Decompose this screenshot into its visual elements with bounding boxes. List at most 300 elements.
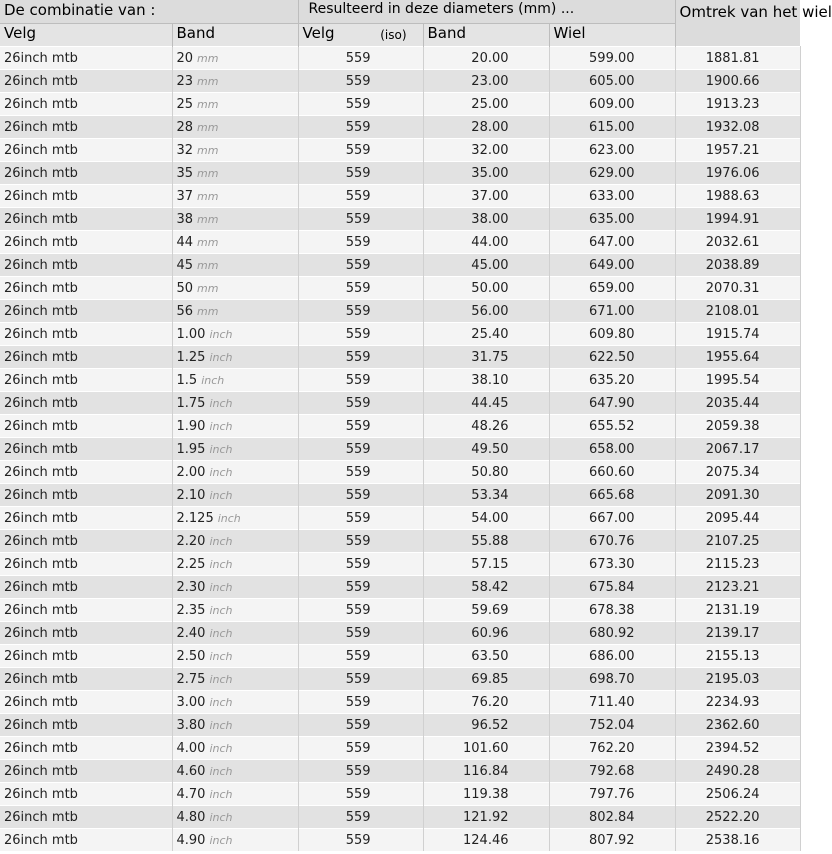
table-row [0, 162, 800, 185]
cell-band-value: 1.95 [176, 441, 206, 457]
cell-band-value: 2.30 [176, 579, 206, 595]
cell-omtrek: 2035.44 [675, 392, 800, 415]
cell-wiel: 649.00 [549, 254, 675, 277]
cell-band-value: 23 [176, 73, 194, 89]
table-row [0, 806, 800, 829]
cell-band [172, 392, 298, 415]
cell-wiel: 665.68 [549, 484, 675, 507]
cell-wiel: 678.38 [549, 599, 675, 622]
table-row [0, 231, 800, 254]
cell-omtrek: 2155.13 [675, 645, 800, 668]
cell-band [172, 162, 298, 185]
cell-band-unit: inch [209, 718, 233, 732]
cell-band [172, 323, 298, 346]
cell-band [172, 47, 298, 70]
cell-omtrek: 2522.20 [675, 806, 800, 829]
cell-band-unit: inch [209, 764, 233, 778]
cell-velg-iso: 559 [298, 461, 423, 484]
cell-band-value: 1.25 [176, 349, 206, 365]
cell-velg: 26inch mtb [0, 300, 172, 323]
cell-wiel: 671.00 [549, 300, 675, 323]
cell-band [172, 691, 298, 714]
cell-wiel: 675.84 [549, 576, 675, 599]
cell-band-unit: inch [209, 649, 233, 663]
cell-band-value: 4.90 [176, 832, 206, 848]
cell-band-mm: 50.80 [423, 461, 549, 484]
cell-band-value: 56 [176, 303, 194, 319]
cell-velg-iso: 559 [298, 622, 423, 645]
cell-omtrek: 2123.21 [675, 576, 800, 599]
cell-band-value: 2.40 [176, 625, 206, 641]
cell-band-unit: inch [209, 626, 233, 640]
cell-omtrek: 2234.93 [675, 691, 800, 714]
cell-band [172, 254, 298, 277]
cell-band-mm: 25.40 [423, 323, 549, 346]
cell-wiel: 647.90 [549, 392, 675, 415]
cell-band-unit: mm [197, 74, 219, 88]
cell-velg: 26inch mtb [0, 691, 172, 714]
cell-velg: 26inch mtb [0, 277, 172, 300]
cell-band-unit: inch [209, 327, 233, 341]
cell-band [172, 461, 298, 484]
cell-wiel: 673.30 [549, 553, 675, 576]
cell-band-unit: inch [209, 787, 233, 801]
cell-velg: 26inch mtb [0, 369, 172, 392]
table-row [0, 691, 800, 714]
cell-velg: 26inch mtb [0, 231, 172, 254]
cell-wiel: 680.92 [549, 622, 675, 645]
cell-velg-iso: 559 [298, 760, 423, 783]
cell-velg-iso: 559 [298, 139, 423, 162]
cell-wiel: 605.00 [549, 70, 675, 93]
cell-band-unit: inch [209, 741, 233, 755]
cell-velg: 26inch mtb [0, 208, 172, 231]
cell-band [172, 553, 298, 576]
cell-wiel: 633.00 [549, 185, 675, 208]
cell-wiel: 609.00 [549, 93, 675, 116]
cell-wiel: 655.52 [549, 415, 675, 438]
cell-omtrek: 2032.61 [675, 231, 800, 254]
table-row [0, 116, 800, 139]
cell-band [172, 576, 298, 599]
cell-band-value: 2.10 [176, 487, 206, 503]
header-band-mm: Band [423, 24, 549, 47]
cell-velg-iso: 559 [298, 208, 423, 231]
cell-velg-iso: 559 [298, 829, 423, 852]
cell-wiel: 792.68 [549, 760, 675, 783]
cell-band-value: 4.60 [176, 763, 206, 779]
cell-velg: 26inch mtb [0, 576, 172, 599]
cell-velg: 26inch mtb [0, 185, 172, 208]
header-velg: Velg [0, 24, 172, 47]
cell-wiel: 797.76 [549, 783, 675, 806]
cell-band-mm: 35.00 [423, 162, 549, 185]
table-row [0, 668, 800, 691]
cell-velg-iso: 559 [298, 507, 423, 530]
cell-omtrek: 1881.81 [675, 47, 800, 70]
cell-band-unit: inch [209, 488, 233, 502]
cell-band [172, 806, 298, 829]
cell-band-mm: 69.85 [423, 668, 549, 691]
cell-band [172, 737, 298, 760]
cell-velg-iso: 559 [298, 530, 423, 553]
cell-velg-iso: 559 [298, 806, 423, 829]
cell-velg: 26inch mtb [0, 599, 172, 622]
table-row [0, 185, 800, 208]
cell-band-mm: 57.15 [423, 553, 549, 576]
table-row [0, 760, 800, 783]
cell-velg-iso: 559 [298, 300, 423, 323]
cell-band [172, 438, 298, 461]
cell-band-mm: 54.00 [423, 507, 549, 530]
cell-velg: 26inch mtb [0, 622, 172, 645]
cell-omtrek: 2131.19 [675, 599, 800, 622]
cell-velg-iso: 559 [298, 277, 423, 300]
cell-band-mm: 48.26 [423, 415, 549, 438]
cell-omtrek: 2091.30 [675, 484, 800, 507]
cell-wiel: 660.60 [549, 461, 675, 484]
cell-wiel: 622.50 [549, 346, 675, 369]
cell-band [172, 300, 298, 323]
table-row [0, 553, 800, 576]
cell-band-value: 2.00 [176, 464, 206, 480]
table-row [0, 737, 800, 760]
cell-omtrek: 2070.31 [675, 277, 800, 300]
cell-omtrek: 2038.89 [675, 254, 800, 277]
cell-band [172, 93, 298, 116]
cell-band-mm: 49.50 [423, 438, 549, 461]
cell-band-value: 28 [176, 119, 194, 135]
cell-velg: 26inch mtb [0, 461, 172, 484]
cell-band [172, 714, 298, 737]
cell-velg: 26inch mtb [0, 645, 172, 668]
cell-omtrek: 2394.52 [675, 737, 800, 760]
cell-band-value: 1.5 [176, 372, 198, 388]
cell-band-value: 4.00 [176, 740, 206, 756]
cell-velg: 26inch mtb [0, 392, 172, 415]
cell-band-value: 1.00 [176, 326, 206, 342]
cell-omtrek: 2195.03 [675, 668, 800, 691]
table-row [0, 346, 800, 369]
cell-omtrek: 2115.23 [675, 553, 800, 576]
cell-band [172, 668, 298, 691]
cell-band-value: 37 [176, 188, 194, 204]
cell-velg-iso: 559 [298, 47, 423, 70]
cell-band-unit: mm [197, 51, 219, 65]
table-row [0, 300, 800, 323]
table-row [0, 392, 800, 415]
cell-band [172, 185, 298, 208]
cell-band-mm: 96.52 [423, 714, 549, 737]
cell-band-mm: 20.00 [423, 47, 549, 70]
cell-wiel: 658.00 [549, 438, 675, 461]
table-body [0, 47, 800, 852]
cell-wiel: 635.20 [549, 369, 675, 392]
cell-band-value: 20 [176, 50, 194, 66]
cell-band-value: 50 [176, 280, 194, 296]
cell-velg-iso: 559 [298, 599, 423, 622]
cell-omtrek: 1976.06 [675, 162, 800, 185]
cell-band-unit: inch [209, 695, 233, 709]
cell-band [172, 277, 298, 300]
cell-velg-iso: 559 [298, 737, 423, 760]
cell-wiel: 762.20 [549, 737, 675, 760]
cell-velg: 26inch mtb [0, 346, 172, 369]
cell-band [172, 70, 298, 93]
cell-velg-iso: 559 [298, 576, 423, 599]
cell-band-mm: 119.38 [423, 783, 549, 806]
cell-band-value: 2.35 [176, 602, 206, 618]
cell-velg: 26inch mtb [0, 530, 172, 553]
cell-band-mm: 116.84 [423, 760, 549, 783]
cell-velg: 26inch mtb [0, 484, 172, 507]
cell-omtrek: 1955.64 [675, 346, 800, 369]
table-row [0, 139, 800, 162]
table-row [0, 645, 800, 668]
cell-wiel: 615.00 [549, 116, 675, 139]
cell-omtrek: 1913.23 [675, 93, 800, 116]
cell-band [172, 231, 298, 254]
cell-velg-iso: 559 [298, 369, 423, 392]
cell-band-unit: inch [209, 350, 233, 364]
cell-omtrek: 1932.08 [675, 116, 800, 139]
cell-band-mm: 25.00 [423, 93, 549, 116]
table-row [0, 277, 800, 300]
cell-wiel: 659.00 [549, 277, 675, 300]
cell-band-mm: 38.10 [423, 369, 549, 392]
cell-wiel: 686.00 [549, 645, 675, 668]
cell-band-unit: inch [209, 534, 233, 548]
cell-band-unit: mm [197, 212, 219, 226]
table-row [0, 461, 800, 484]
cell-velg: 26inch mtb [0, 806, 172, 829]
cell-velg-iso: 559 [298, 783, 423, 806]
cell-band [172, 139, 298, 162]
cell-velg: 26inch mtb [0, 70, 172, 93]
cell-band-unit: inch [209, 396, 233, 410]
cell-velg-iso: 559 [298, 70, 423, 93]
cell-omtrek: 1915.74 [675, 323, 800, 346]
cell-band-value: 44 [176, 234, 194, 250]
cell-wiel: 670.76 [549, 530, 675, 553]
cell-band-unit: inch [209, 442, 233, 456]
cell-band-mm: 44.45 [423, 392, 549, 415]
cell-band-mm: 23.00 [423, 70, 549, 93]
cell-band-value: 2.125 [176, 510, 214, 526]
cell-velg-iso: 559 [298, 668, 423, 691]
cell-band-mm: 101.60 [423, 737, 549, 760]
cell-velg-iso: 559 [298, 645, 423, 668]
cell-velg-iso: 559 [298, 231, 423, 254]
cell-wiel: 711.40 [549, 691, 675, 714]
cell-band-value: 1.90 [176, 418, 206, 434]
cell-velg-iso: 559 [298, 116, 423, 139]
cell-wiel: 623.00 [549, 139, 675, 162]
cell-wiel: 667.00 [549, 507, 675, 530]
cell-velg-iso: 559 [298, 415, 423, 438]
cell-band-unit: inch [209, 557, 233, 571]
header-wiel: Wiel [549, 24, 675, 47]
cell-band-unit: mm [197, 281, 219, 295]
cell-band [172, 507, 298, 530]
table-row [0, 714, 800, 737]
cell-velg: 26inch mtb [0, 116, 172, 139]
cell-band-unit: mm [197, 235, 219, 249]
cell-velg-iso: 559 [298, 438, 423, 461]
cell-band-unit: inch [209, 833, 233, 847]
table-row [0, 530, 800, 553]
cell-velg: 26inch mtb [0, 254, 172, 277]
cell-band-mm: 44.00 [423, 231, 549, 254]
cell-band-value: 2.50 [176, 648, 206, 664]
cell-velg: 26inch mtb [0, 507, 172, 530]
cell-band-mm: 55.88 [423, 530, 549, 553]
cell-velg-iso: 559 [298, 93, 423, 116]
table-row [0, 70, 800, 93]
cell-band-mm: 58.42 [423, 576, 549, 599]
cell-band-value: 2.75 [176, 671, 206, 687]
cell-velg: 26inch mtb [0, 760, 172, 783]
cell-wiel: 807.92 [549, 829, 675, 852]
cell-band-unit: mm [197, 97, 219, 111]
table-row [0, 507, 800, 530]
cell-band [172, 116, 298, 139]
cell-omtrek: 2506.24 [675, 783, 800, 806]
cell-wiel: 647.00 [549, 231, 675, 254]
cell-band-value: 35 [176, 165, 194, 181]
header-circumference: Omtrek van het wiel [675, 0, 800, 47]
cell-band-mm: 121.92 [423, 806, 549, 829]
cell-band-mm: 31.75 [423, 346, 549, 369]
cell-velg: 26inch mtb [0, 93, 172, 116]
cell-band-unit: inch [209, 810, 233, 824]
table-row [0, 576, 800, 599]
cell-band-mm: 50.00 [423, 277, 549, 300]
cell-band-unit: inch [217, 511, 241, 525]
cell-velg: 26inch mtb [0, 47, 172, 70]
cell-velg-iso: 559 [298, 254, 423, 277]
cell-wiel: 698.70 [549, 668, 675, 691]
cell-omtrek: 1988.63 [675, 185, 800, 208]
cell-omtrek: 1995.54 [675, 369, 800, 392]
header-velg-iso-label: Velg [302, 24, 335, 42]
table-row [0, 415, 800, 438]
cell-band-mm: 53.34 [423, 484, 549, 507]
cell-band-mm: 63.50 [423, 645, 549, 668]
cell-omtrek: 1957.21 [675, 139, 800, 162]
cell-band-value: 4.70 [176, 786, 206, 802]
cell-band [172, 484, 298, 507]
cell-band-mm: 124.46 [423, 829, 549, 852]
cell-velg: 26inch mtb [0, 162, 172, 185]
cell-velg: 26inch mtb [0, 668, 172, 691]
cell-band [172, 622, 298, 645]
cell-band-unit: inch [209, 419, 233, 433]
cell-velg-iso: 559 [298, 346, 423, 369]
cell-velg-iso: 559 [298, 484, 423, 507]
cell-omtrek: 2107.25 [675, 530, 800, 553]
cell-band-unit: inch [209, 603, 233, 617]
cell-band-mm: 76.20 [423, 691, 549, 714]
header-combination: De combinatie van : [0, 0, 298, 24]
table-row [0, 599, 800, 622]
cell-velg-iso: 559 [298, 714, 423, 737]
cell-band-mm: 59.69 [423, 599, 549, 622]
table-row [0, 369, 800, 392]
cell-band-value: 4.80 [176, 809, 206, 825]
cell-band-unit: inch [201, 373, 225, 387]
cell-band-unit: inch [209, 672, 233, 686]
cell-band-mm: 45.00 [423, 254, 549, 277]
table-row [0, 93, 800, 116]
cell-wiel: 752.04 [549, 714, 675, 737]
cell-band [172, 208, 298, 231]
table-row [0, 829, 800, 852]
cell-omtrek: 2075.34 [675, 461, 800, 484]
table-row [0, 254, 800, 277]
cell-band [172, 369, 298, 392]
table-row [0, 438, 800, 461]
cell-omtrek: 2059.38 [675, 415, 800, 438]
cell-band-value: 32 [176, 142, 194, 158]
table-row [0, 484, 800, 507]
cell-band-mm: 37.00 [423, 185, 549, 208]
cell-velg: 26inch mtb [0, 139, 172, 162]
cell-band-unit: mm [197, 258, 219, 272]
cell-omtrek: 2139.17 [675, 622, 800, 645]
table-row [0, 208, 800, 231]
cell-omtrek: 2490.28 [675, 760, 800, 783]
cell-band [172, 346, 298, 369]
cell-velg: 26inch mtb [0, 438, 172, 461]
cell-velg: 26inch mtb [0, 829, 172, 852]
cell-omtrek: 2108.01 [675, 300, 800, 323]
cell-omtrek: 2362.60 [675, 714, 800, 737]
cell-band-value: 2.20 [176, 533, 206, 549]
header-velg-iso [298, 24, 423, 47]
cell-omtrek: 1994.91 [675, 208, 800, 231]
cell-band-value: 2.25 [176, 556, 206, 572]
cell-band [172, 829, 298, 852]
cell-band-value: 3.00 [176, 694, 206, 710]
cell-band [172, 760, 298, 783]
cell-band-mm: 28.00 [423, 116, 549, 139]
cell-band-value: 38 [176, 211, 194, 227]
header-iso-unit: (iso) [380, 28, 407, 42]
cell-omtrek: 2538.16 [675, 829, 800, 852]
table-row [0, 323, 800, 346]
cell-velg: 26inch mtb [0, 783, 172, 806]
table-row [0, 47, 800, 70]
cell-band [172, 530, 298, 553]
cell-wiel: 629.00 [549, 162, 675, 185]
cell-band-value: 1.75 [176, 395, 206, 411]
cell-velg-iso: 559 [298, 162, 423, 185]
cell-band [172, 645, 298, 668]
cell-velg-iso: 559 [298, 185, 423, 208]
cell-band-unit: inch [209, 580, 233, 594]
cell-band-mm: 38.00 [423, 208, 549, 231]
cell-band [172, 599, 298, 622]
cell-velg-iso: 559 [298, 392, 423, 415]
cell-band [172, 783, 298, 806]
cell-velg: 26inch mtb [0, 553, 172, 576]
cell-velg: 26inch mtb [0, 323, 172, 346]
cell-band-value: 25 [176, 96, 194, 112]
cell-band-unit: mm [197, 166, 219, 180]
cell-band-value: 3.80 [176, 717, 206, 733]
cell-omtrek: 2067.17 [675, 438, 800, 461]
